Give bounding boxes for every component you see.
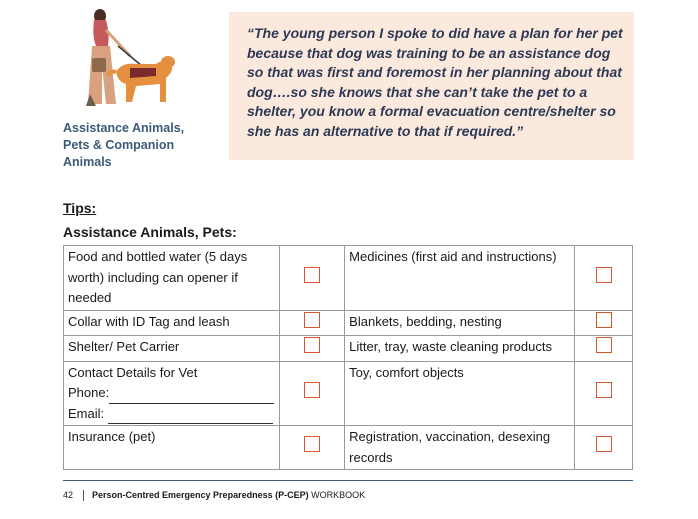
checklist-item-medicines: Medicines (first aid and instructions) [345,246,575,311]
page-footer [63,490,365,501]
checkbox[interactable] [304,436,320,452]
checklist-item-collar: Collar with ID Tag and leash [64,310,280,336]
caption-line: Pets & Companion [63,138,175,152]
checkbox[interactable] [596,382,612,398]
checkbox[interactable] [596,267,612,283]
checkbox[interactable] [304,312,320,328]
quote-text: “The young person I spoke to did have a plan for her pet because that dog was training to be an assistance dog so that was first and foremost in her planning about that dog….so she knows that she can’t take the pet to a shelter, you know a formal evacuation centre/shelter so she has an alternative to that if required.” [247,25,623,139]
tips-heading: Tips: [63,200,97,216]
illustration-caption [63,120,223,171]
checklist-table [63,245,633,470]
footer-divider [63,480,633,481]
caption-line: Animals [63,155,112,169]
checkbox[interactable] [596,312,612,328]
checklist-item-toy: Toy, comfort objects [345,361,575,426]
checkbox[interactable] [596,337,612,353]
page-number: 42 [63,490,74,500]
footer-title: Person-Centred Emergency Preparedness (P-CEP) [92,490,309,500]
email-field[interactable] [108,409,273,424]
table-row [64,246,633,311]
checklist-item-food-water: Food and bottled water (5 days worth) including can opener if needed [64,246,280,311]
checkbox[interactable] [304,337,320,353]
person-with-guide-dog-icon [72,6,182,114]
checklist-item-insurance: Insurance (pet) [64,426,280,470]
footer-separator [83,490,84,501]
phone-field[interactable] [109,389,274,404]
guide-dog-illustration [72,6,182,114]
caption-line: Assistance Animals, [63,121,185,135]
table-row [64,310,633,336]
checklist-subheading: Assistance Animals, Pets: [63,224,237,240]
checkbox[interactable] [596,436,612,452]
checklist-item-blankets: Blankets, bedding, nesting [345,310,575,336]
table-row [64,361,633,426]
checkbox[interactable] [304,267,320,283]
footer-suffix: WORKBOOK [311,490,366,500]
checkbox[interactable] [304,382,320,398]
table-row [64,336,633,362]
checklist-item-litter: Litter, tray, waste cleaning products [345,336,575,362]
quote-box [229,12,634,160]
table-row [64,426,633,470]
checklist-item-shelter: Shelter/ Pet Carrier [64,336,280,362]
checklist-item-registration: Registration, vaccination, desexing records [345,426,575,470]
checklist-item-vet-contact: Contact Details for Vet Phone: Email: [64,361,280,426]
